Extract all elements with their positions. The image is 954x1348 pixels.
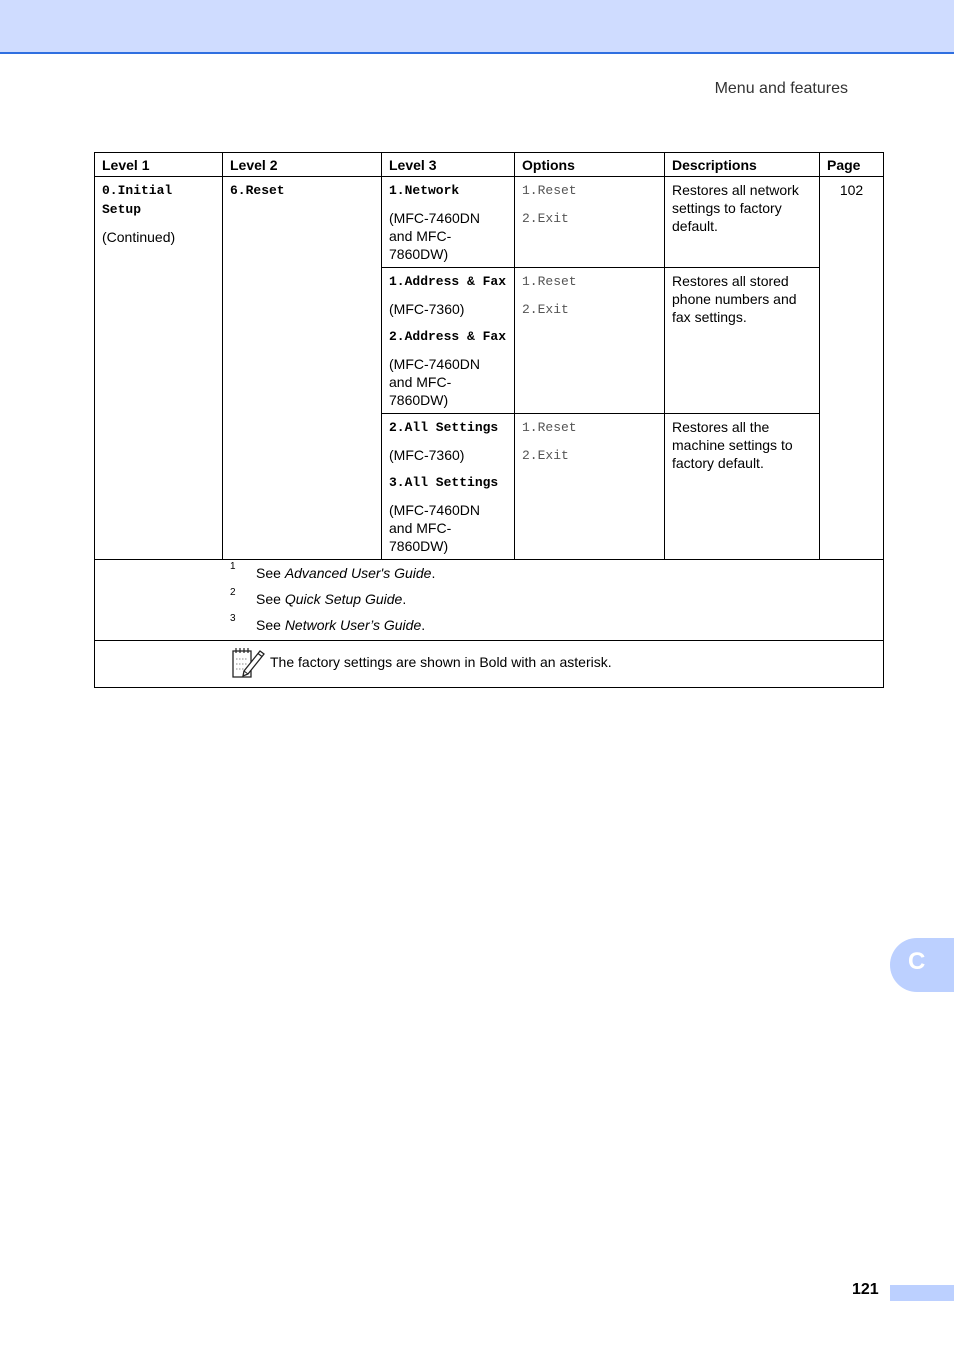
option-item: 2.Exit — [522, 211, 569, 226]
footnote-title: Network User’s Guide — [284, 617, 422, 633]
level3-name: 2.Address & Fax — [389, 329, 507, 344]
description-cell: Restores all stored phone numbers and fax settings. — [665, 268, 820, 414]
footnote-title: Quick Setup Guide — [284, 591, 403, 607]
level2-cell — [223, 177, 382, 560]
option-item: 2.Exit — [522, 302, 569, 317]
level3-model: (MFC-7460DN and MFC-7860DW) — [389, 356, 481, 408]
footnote-number: 3 — [230, 613, 236, 624]
footnote-suffix: . — [402, 591, 407, 607]
footnote-prefix: See — [256, 591, 285, 607]
option-item: 2.Exit — [522, 448, 569, 463]
level2-name: 6.Reset — [230, 183, 285, 198]
footnote-suffix: . — [421, 617, 426, 633]
footnote-number: 2 — [230, 587, 236, 598]
table-row — [95, 177, 884, 268]
footnote — [230, 587, 876, 616]
footnote — [230, 613, 876, 636]
level1-cell — [95, 177, 223, 560]
footnote-title: Advanced User's Guide — [284, 565, 432, 581]
option-item: 1.Reset — [522, 183, 577, 198]
col-level3: Level 3 — [382, 153, 515, 177]
options-cell — [515, 177, 665, 268]
level3-cell — [382, 177, 515, 268]
note-pencil-icon — [230, 645, 266, 679]
header-title: Menu and features — [714, 80, 848, 97]
level3-model: (MFC-7460DN and MFC-7860DW) — [389, 210, 481, 262]
level3-name: 3.All Settings — [389, 475, 499, 490]
menu-table — [94, 152, 884, 688]
page-number: 121 — [852, 1281, 879, 1298]
col-level2: Level 2 — [223, 153, 382, 177]
table-header-row — [95, 153, 884, 177]
col-page: Page — [820, 153, 884, 177]
col-descriptions: Descriptions — [665, 153, 820, 177]
note-text: The factory settings are shown in Bold with an asterisk. — [270, 654, 612, 670]
footnotes-row — [95, 560, 884, 641]
chapter-tab — [890, 938, 954, 992]
top-band — [0, 0, 954, 54]
level3-name: 1.Network — [389, 183, 460, 198]
footnotes-cell — [95, 560, 884, 641]
level3-cell — [382, 268, 515, 414]
note-row — [95, 641, 884, 688]
col-level1: Level 1 — [95, 153, 223, 177]
level3-name: 2.All Settings — [389, 420, 499, 435]
level3-model: (MFC-7360) — [389, 301, 465, 317]
level3-model: (MFC-7460DN and MFC-7860DW) — [389, 502, 481, 554]
footnote-prefix: See — [256, 617, 285, 633]
footnote-suffix: . — [431, 565, 436, 581]
description-cell: Restores all the machine settings to factory default. — [665, 414, 820, 560]
footnote — [230, 561, 876, 590]
level3-cell — [382, 414, 515, 560]
page-bar — [890, 1285, 954, 1301]
footnote-number: 1 — [230, 561, 236, 572]
level1-note: (Continued) — [102, 229, 176, 245]
options-cell — [515, 414, 665, 560]
note-cell — [95, 641, 884, 688]
footnote-prefix: See — [256, 565, 285, 581]
level3-model: (MFC-7360) — [389, 447, 465, 463]
page-cell: 102 — [820, 177, 884, 560]
level1-name: 0.Initial Setup — [102, 183, 173, 217]
option-item: 1.Reset — [522, 274, 577, 289]
chapter-tab-label: C — [908, 948, 926, 975]
options-cell — [515, 268, 665, 414]
description-cell: Restores all network settings to factory default. — [665, 177, 820, 268]
option-item: 1.Reset — [522, 420, 577, 435]
level3-name: 1.Address & Fax — [389, 274, 507, 289]
col-options: Options — [515, 153, 665, 177]
